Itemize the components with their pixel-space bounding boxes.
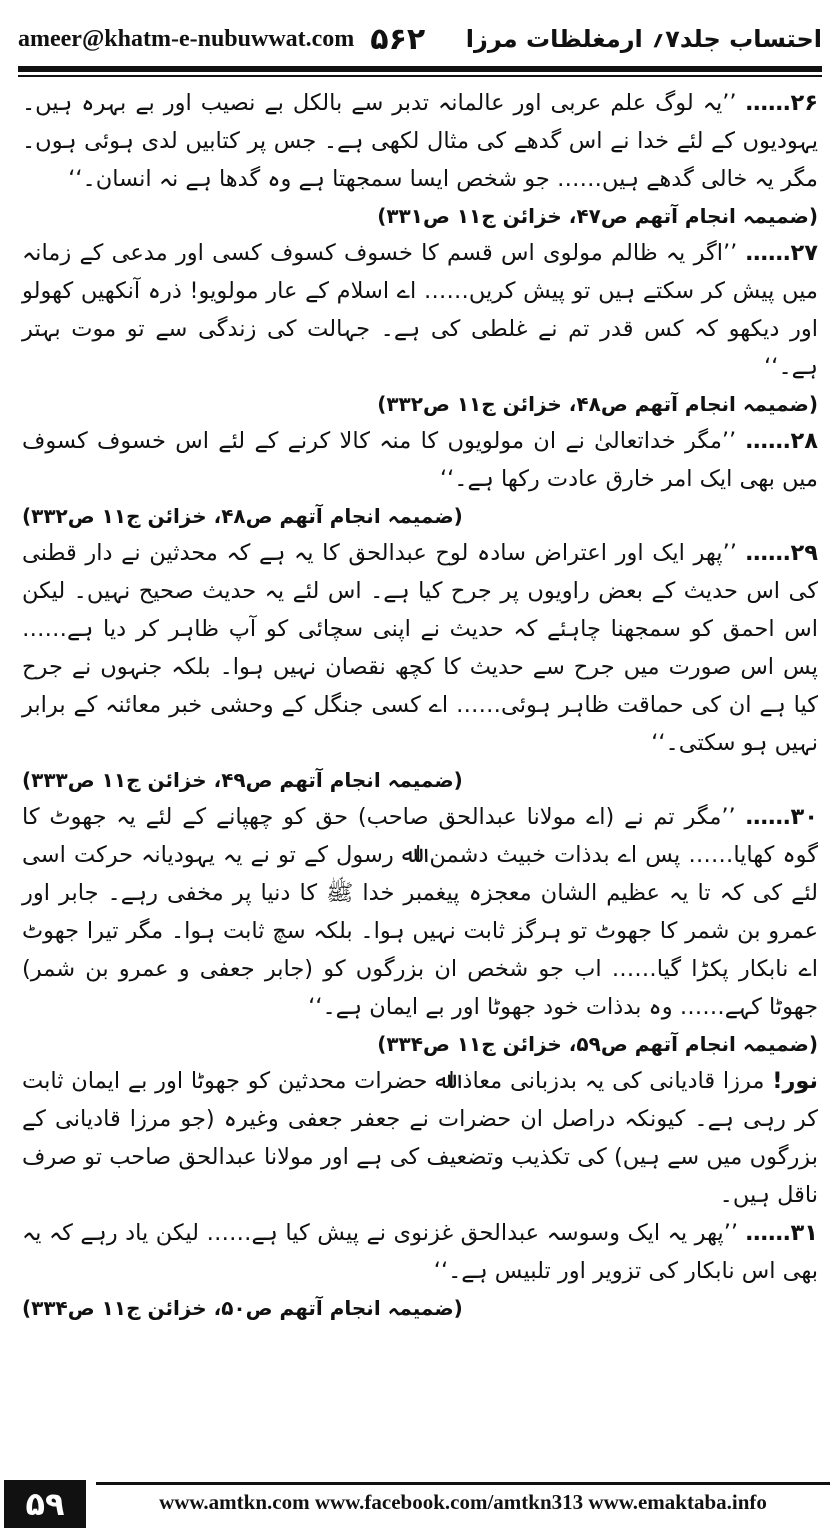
citation: (ضمیمہ انجام آتھم ص۴۸، خزائن ج۱۱ ص۳۳۲) (377, 392, 818, 416)
item-text: ’’پھر ایک اور اعتراض سادہ لوح عبدالحق کا یہ ہے کہ محدثین نے دار قطنی کی اس حدیث کے بعض راویوں پر جرح کیا ہے۔ اس لئے یہ حدیث صحیح نہیں۔ لیکن اس احمق کو سمجھنا چاہئے کہ حدیث نے اپنی سچائی کو آپ ظاہر کر دیا ہے…… پس اس صورت میں جرح سے حدیث کا کچھ نقصان نہیں ہوا۔ بلکہ جنہوں نے جرح کیا ہے ان کی حماقت ظاہر ہوئی…… اے کسی جنگل کے وحشی خبر معائنہ کے برابر نہیں ہو سکتی۔‘‘ (22, 540, 818, 756)
item-number: ۳۰…… (745, 804, 819, 830)
item-number: ۲۷…… (745, 240, 818, 266)
citation: (ضمیمہ انجام آتھم ص۵۹، خزائن ج۱۱ ص۳۳۴) (377, 1032, 818, 1056)
header-email: ameer@khatm-e-nubuwwat.com (18, 25, 355, 52)
citation: (ضمیمہ انجام آتھم ص۴۷، خزائن ج۱۱ ص۳۳۱) (377, 204, 818, 228)
item-29 (22, 534, 818, 762)
nur-text: مرزا قادیانی کی یہ بدزبانی معاذ اﷲ حضرات محدثین کو جھوٹا اور بے ایمان ثابت کر رہی ہے۔ کیونکہ دراصل ان حضرات نے جعفر جعفی وغیرہ (جو مرزا قادیانی کے بزرگوں میں سے ہیں) کی تکذیب وتضعیف کی ہے اور مولانا عبدالحق صاحب تو صرف ناقل ہیں۔ (22, 1068, 818, 1208)
item-text: ’’یہ لوگ علم عربی اور عالمانہ تدبر سے بالکل بے نصیب اور بے بہرہ ہیں۔ یہودیوں کے لئے خدا نے اس گدھے کی مثال لکھی ہے۔ جس پر کتابیں لدی ہوئی ہوں۔ مگر یہ خالی گدھے ہیں…… جو شخص ایسا سمجھتا ہے وہ گدھا ہے نہ انسان۔‘‘ (22, 90, 818, 192)
footer-links[interactable]: www.amtkn.com www.facebook.com/amtkn313 www.emaktaba.info (159, 1490, 767, 1514)
nur-label: نور! (772, 1068, 818, 1094)
item-28 (22, 422, 818, 498)
page-footer (0, 1476, 840, 1530)
item-number: ۲۸…… (745, 428, 818, 454)
item-26 (22, 84, 818, 198)
citation: (ضمیمہ انجام آتھم ص۵۰، خزائن ج۱۱ ص۳۳۴) (22, 1296, 463, 1320)
item-number: ۳۱…… (745, 1220, 819, 1246)
citation: (ضمیمہ انجام آتھم ص۴۸، خزائن ج۱۱ ص۳۳۲) (22, 504, 463, 528)
item-text: ’’اگر یہ ظالم مولوی اس قسم کا خسوف کسوف کسی اور مدعی کے زمانہ میں پیش کر سکتے ہیں تو پیش کریں…… اے اسلام کے عار مولویو! ذرہ آنکھیں کھولو اور دیکھو کہ کس قدر تم نے غلطی کی ہے۔ جہالت کی زندگی سے تو موت بہتر ہے۔‘‘ (22, 240, 818, 380)
footer-rule (96, 1482, 830, 1485)
item-31 (22, 1214, 818, 1290)
item-30 (22, 798, 818, 1026)
nur-paragraph (22, 1062, 818, 1214)
item-number: ۲۹…… (745, 540, 818, 566)
footer-page-box: ۵۹ (4, 1480, 86, 1528)
header-rule (18, 66, 822, 77)
header-book-title: احتساب جلد۷؍ ارمغلظات مرزا (465, 25, 822, 53)
header-left (18, 22, 425, 57)
item-text: ’’مگر خداتعالیٰ نے ان مولویوں کا منہ کالا کرنے کے لئے اس خسوف کسوف میں بھی ایک امر خارق عادت رکھا ہے۔‘‘ (22, 428, 818, 492)
item-text: ’’پھر یہ ایک وسوسہ عبدالحق غزنوی نے پیش کیا ہے…… لیکن یاد رہے کہ یہ بھی اس نابکار کی تزویر اور تلبیس ہے۔‘‘ (22, 1220, 818, 1284)
header-page-number: ۵۶۲ (370, 21, 426, 57)
citation: (ضمیمہ انجام آتھم ص۴۹، خزائن ج۱۱ ص۳۳۳) (22, 768, 463, 792)
page-header (18, 14, 822, 64)
page-content (22, 84, 818, 1460)
item-text: ’’مگر تم نے (اے مولانا عبدالحق صاحب) حق کو چھپانے کے لئے یہ جھوٹ کا گوہ کھایا…… پس اے بدذات خبیث دشمن اﷲ رسول کے تو نے یہ یہودیانہ حرکت اسی لئے کی کہ تا یہ عظیم الشان معجزہ پیغمبر خدا ﷺ کا دنیا پر مخفی رہے۔ جابر اور عمرو بن شمر کا جھوٹ تو ہرگز ثابت نہیں ہوا۔ بلکہ سچ ثابت ہوا۔ مگر تیرا جھوٹ اے نابکار پکڑا گیا…… اب جو شخص ان بزرگوں کو (جابر جعفی و عمرو بن شمر) جھوٹا کہے…… وہ بدذات خود جھوٹا اور بے ایمان ہے۔‘‘ (22, 804, 818, 1020)
item-27 (22, 234, 818, 386)
item-number: ۲۶…… (745, 90, 818, 116)
